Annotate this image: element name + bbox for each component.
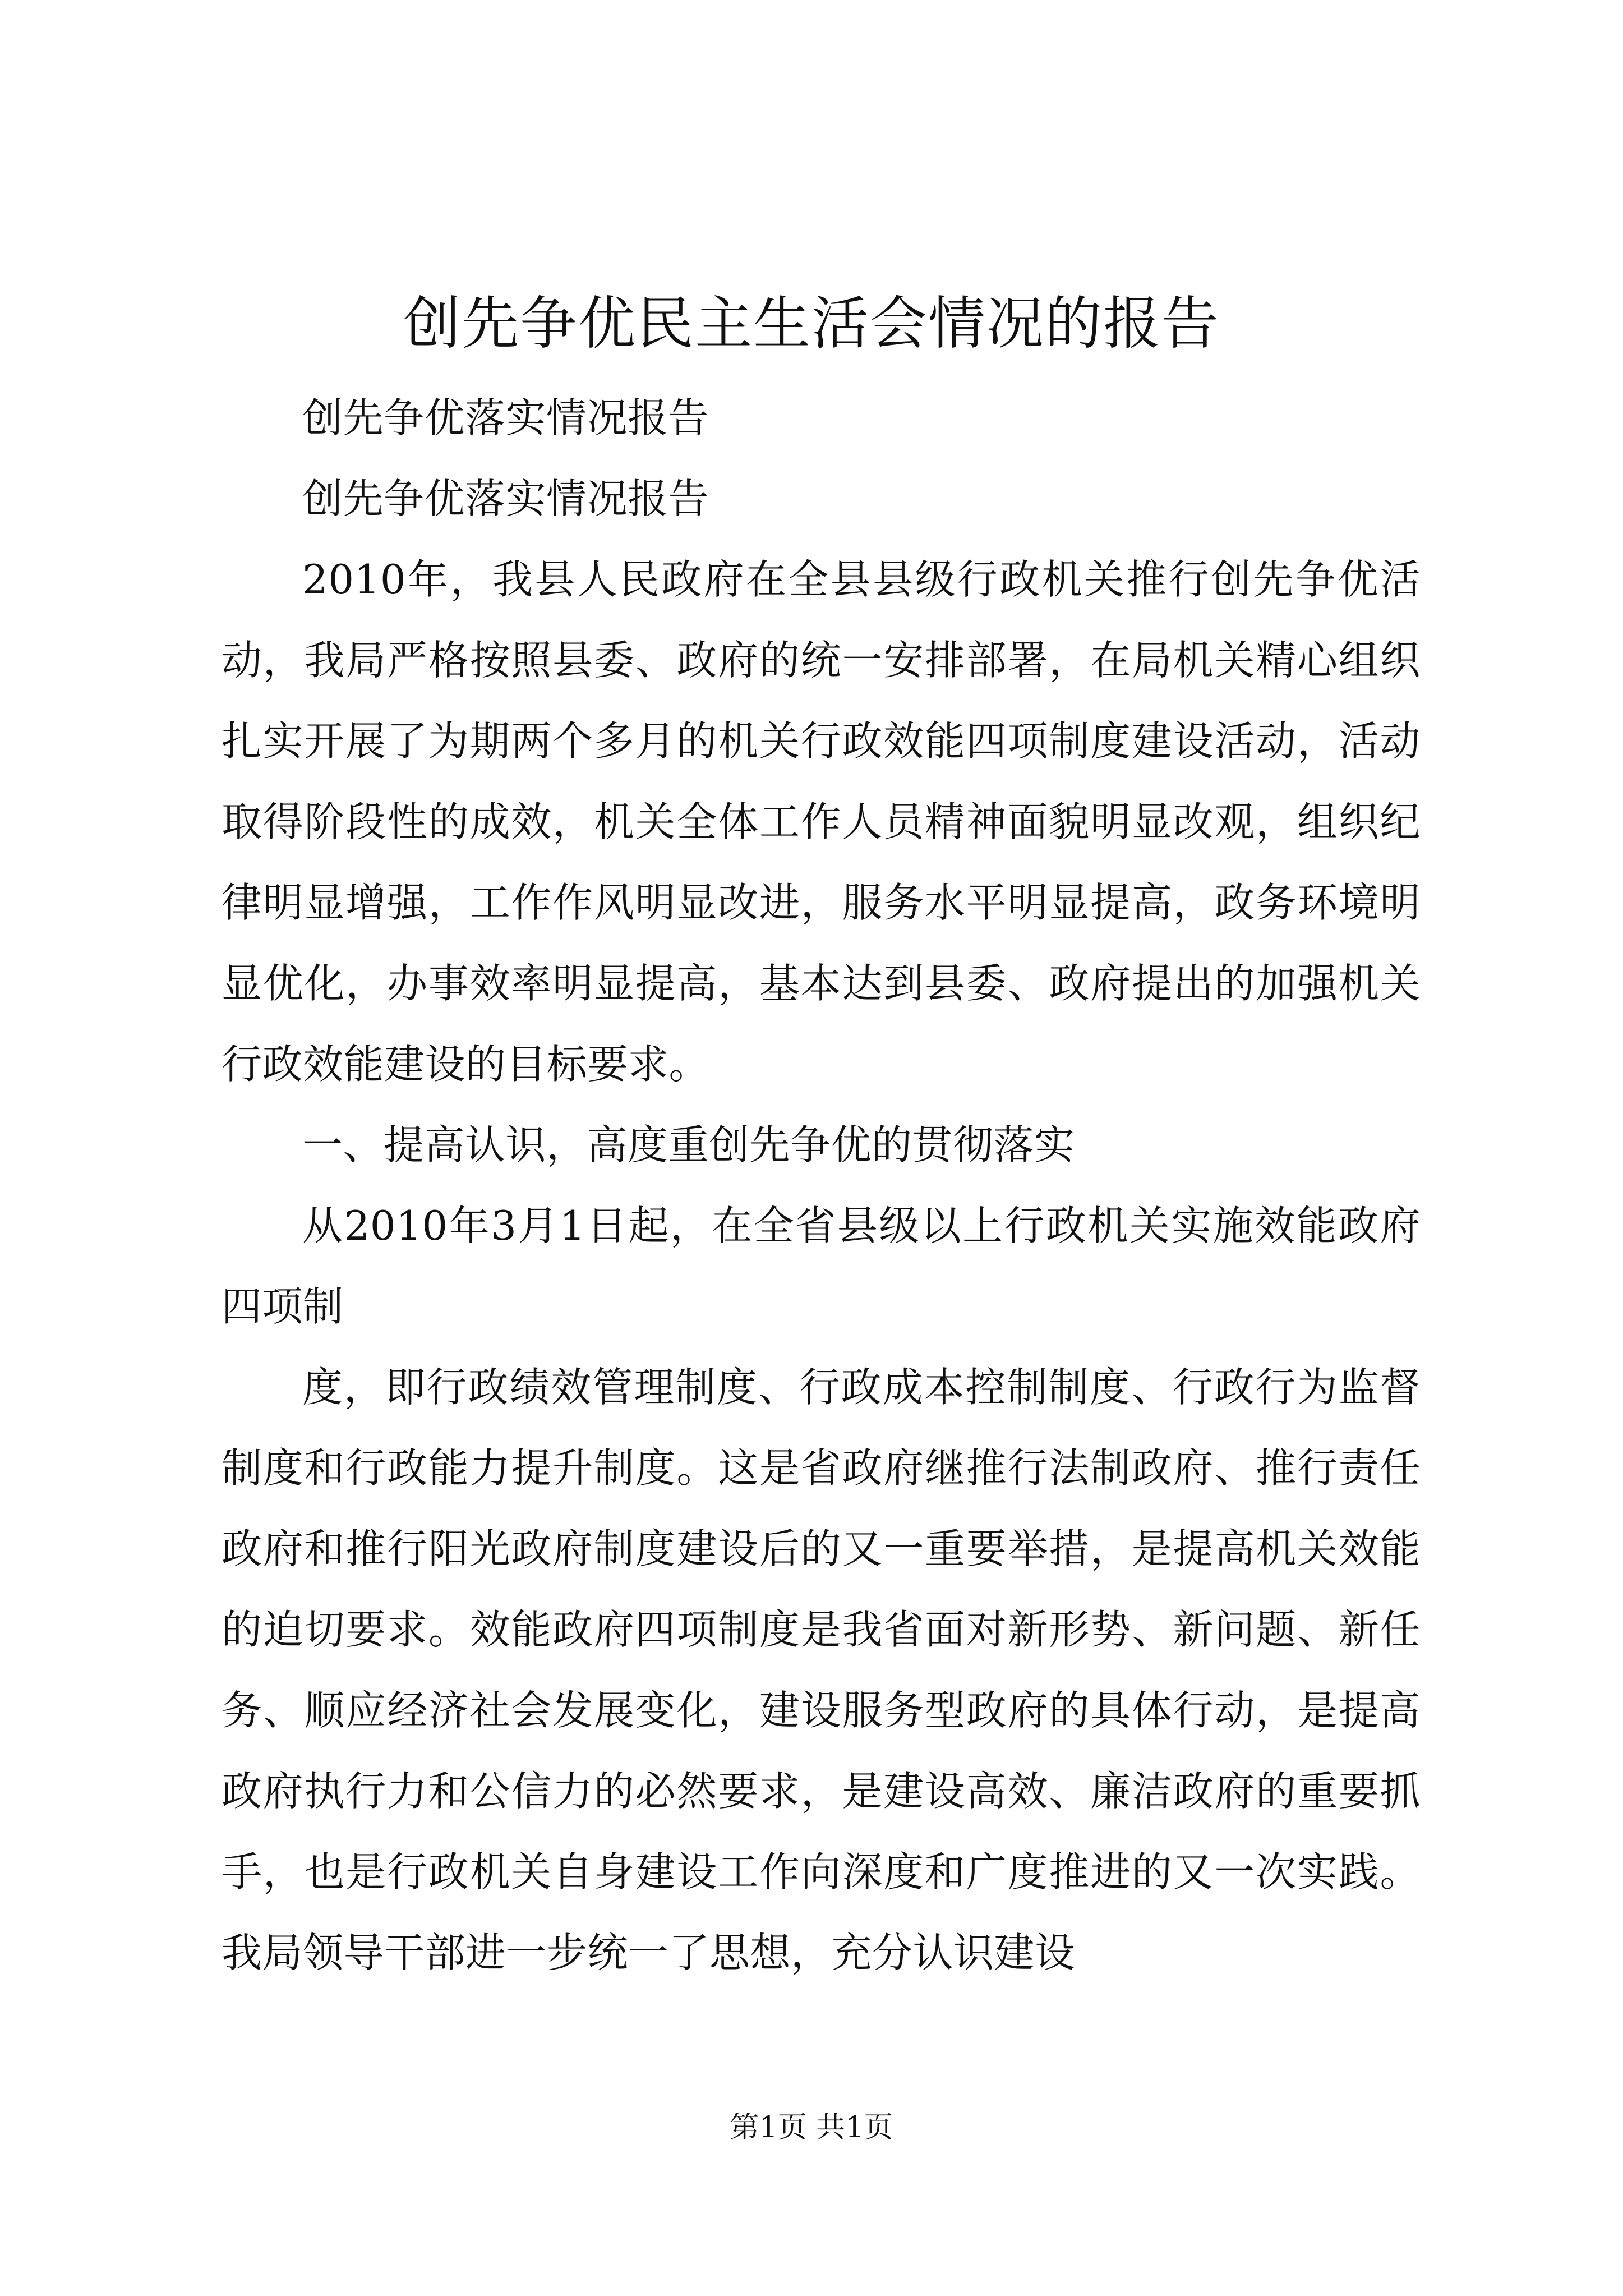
paragraph-intro: 2010年，我县人民政府在全县县级行政机关推行创先争优活动，我局严格按照县委、政府的统一安排部署，在局机关精心组织扎实开展了为期两个多月的机关行政效能四项制度建设活动，活动取得阶段性的成效，机关全体工作人员精神面貌明显改观，组织纪律明显增强，工作作风明显改进，服务水平明显提高，政务环境明显优化，办事效率明显提高，基本达到县委、政府提出的加强机关行政效能建设的目标要求。 <box>222 556 1421 1088</box>
paragraph-section-1-a: 从2010年3月1日起，在全省县级以上行政机关实施效能政府四项制 <box>222 1202 1421 1330</box>
document-title: 创先争优民主生活会情况的报告 <box>403 291 1220 357</box>
paragraph-subtitle-2: 创先争优落实情况报告 <box>302 475 709 522</box>
document-body <box>222 378 1421 1993</box>
paragraph-subtitle-1: 创先争优落实情况报告 <box>302 394 709 441</box>
paragraph-section-1-b: 度，即行政绩效管理制度、行政成本控制制度、行政行为监督制度和行政能力提升制度。这是省政府继推行法制政府、推行责任政府和推行阳光政府制度建设后的又一重要举措，是提高机关效能的迫切要求。效能政府四项制度是我省面对新形势、新问题、新任务、顺应经济社会发展变化，建设服务型政府的具体行动，是提高政府执行力和公信力的必然要求，是建设高效、廉洁政府的重要抓手，也是行政机关自身建设工作向深度和广度推进的又一次实践。我局领导干部进一步统一了思想，充分认识建设 <box>222 1364 1421 1976</box>
page-footer: 第1页 共1页 <box>730 2111 893 2145</box>
section-heading-1: 一、提高认识，高度重创先争优的贯彻落实 <box>302 1121 1075 1168</box>
